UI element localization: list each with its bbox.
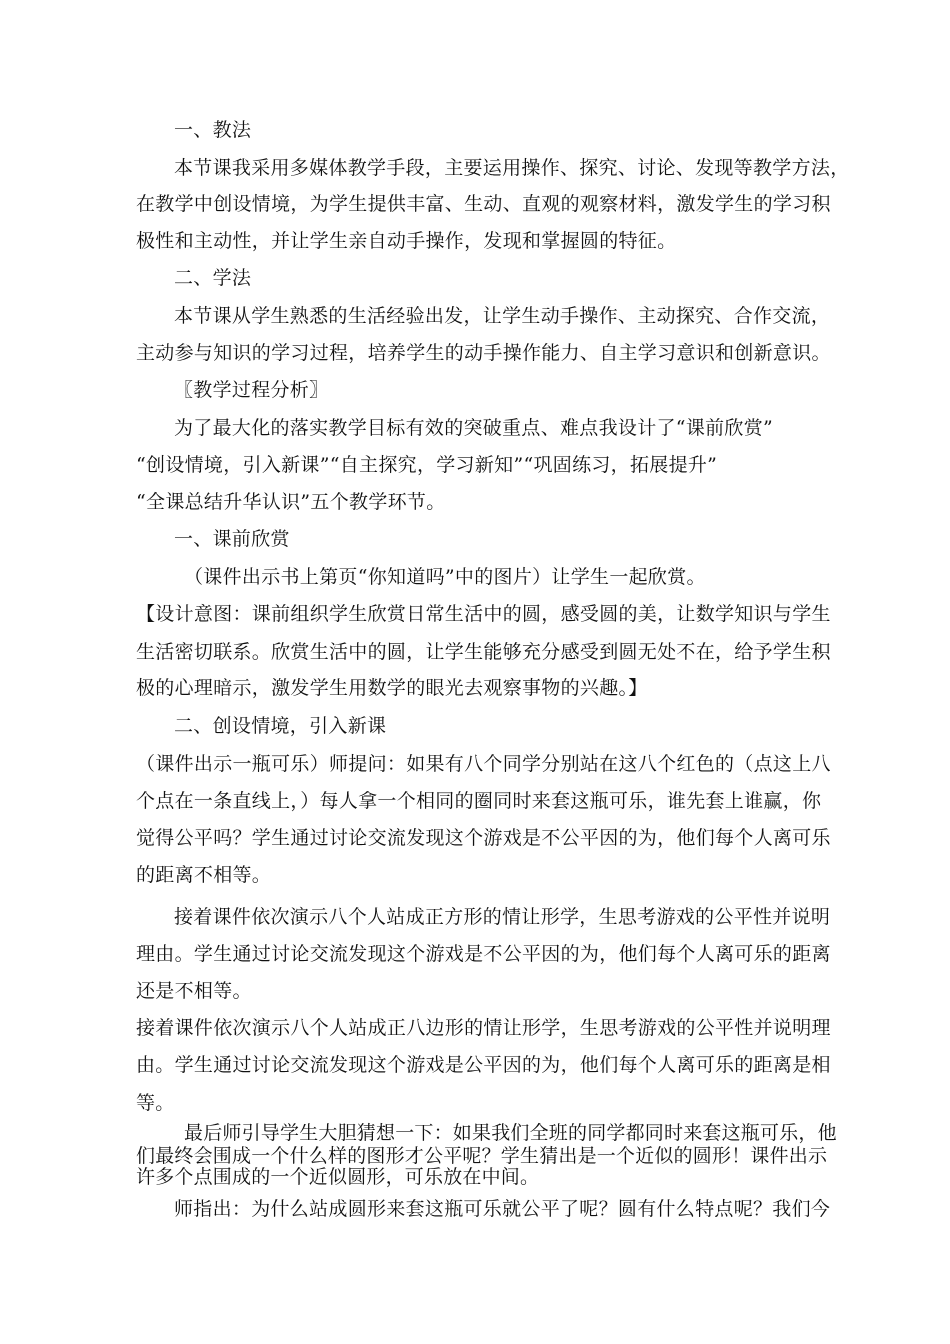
paragraph-line: 接着课件依次演示八个人站成正方形的情让形学，生思考游戏的公平性并说明: [174, 906, 831, 928]
paragraph-line: 还是不相等。: [136, 980, 252, 1002]
paragraph-line: 本节课我采用多媒体教学手段，主要运用操作、探究、讨论、发现等教学方法，: [174, 157, 850, 179]
paragraph-line: 们最终会围成一个什么样的图形才公平呢？学生猜出是一个近似的圆形！课件出示: [136, 1145, 828, 1167]
heading-learning-method: 二、学法: [174, 267, 252, 289]
paragraph-line: 许多个点围成的一个近似圆形，可乐放在中间。: [136, 1166, 540, 1188]
paragraph-line: （课件出示书上第页“你知道吗”中的图片）让学生一起欣赏。: [184, 566, 706, 588]
design-intent-line: 极的心理暗示，激发学生用数学的眼光去观察事物的兴趣。】: [136, 677, 648, 699]
paragraph-line: 师指出：为什么站成圆形来套这瓶可乐就公平了呢？圆有什么特点呢？我们今: [174, 1198, 831, 1220]
paragraph-line: （课件出示一瓶可乐）师提问：如果有八个同学分别站在这八个红色的（点这上八: [136, 753, 831, 775]
heading-teaching-method: 一、教法: [174, 119, 252, 141]
paragraph-line: 由。学生通过讨论交流发现这个游戏是公平因的为，他们每个人离可乐的距离是相: [136, 1054, 831, 1076]
paragraph-line: 本节课从学生熟悉的生活经验出发，让学生动手操作、主动探究、合作交流，: [174, 305, 831, 327]
paragraph-line: 接着课件依次演示八个人站成正八边形的情让形学，生思考游戏的公平性并说明理: [136, 1017, 831, 1039]
paragraph-line: 等。: [136, 1092, 175, 1114]
paragraph-line: 理由。学生通过讨论交流发现这个游戏是不公平因的为，他们每个人离可乐的距离: [136, 943, 831, 965]
heading-pre-class-appreciation: 一、课前欣赏: [174, 528, 290, 550]
paragraph-line: “创设情境，引入新课”“自主探究，学习新知”“巩固练习，拓展提升”: [136, 454, 718, 476]
paragraph-line: 在教学中创设情境，为学生提供丰富、生动、直观的观察材料，激发学生的学习积: [136, 193, 831, 215]
paragraph-line: 的距离不相等。: [136, 864, 272, 886]
paragraph-line: 为了最大化的落实教学目标有效的突破重点、难点我设计了“课前欣赏”: [174, 417, 774, 439]
paragraph-line: “全课总结升华认识”五个教学环节。: [136, 491, 446, 513]
paragraph-line: 觉得公平吗？学生通过讨论交流发现这个游戏是不公平因的为，他们每个人离可乐: [136, 827, 831, 849]
paragraph-line: 最后师引导学生大胆猜想一下：如果我们全班的同学都同时来套这瓶可乐，他: [184, 1122, 837, 1144]
paragraph-line: 主动参与知识的学习过程，培养学生的动手操作能力、自主学习意识和创新意识。: [136, 342, 831, 364]
heading-create-scenario: 二、创设情境，引入新课: [174, 715, 387, 737]
design-intent-line: 【设计意图：课前组织学生欣赏日常生活中的圆，感受圆的美，让数学知识与学生: [136, 603, 831, 625]
paragraph-line: 极性和主动性，并让学生亲自动手操作，发现和掌握圆的特征。: [136, 230, 677, 252]
design-intent-line: 生活密切联系。欣赏生活中的圆，让学生能够充分感受到圆无处不在，给予学生积: [136, 641, 831, 663]
heading-process-analysis: 〖教学过程分析〗: [174, 379, 329, 401]
paragraph-line: 个点在一条直线上，）每人拿一个相同的圈同时来套这瓶可乐，谁先套上谁赢，你: [136, 790, 822, 812]
